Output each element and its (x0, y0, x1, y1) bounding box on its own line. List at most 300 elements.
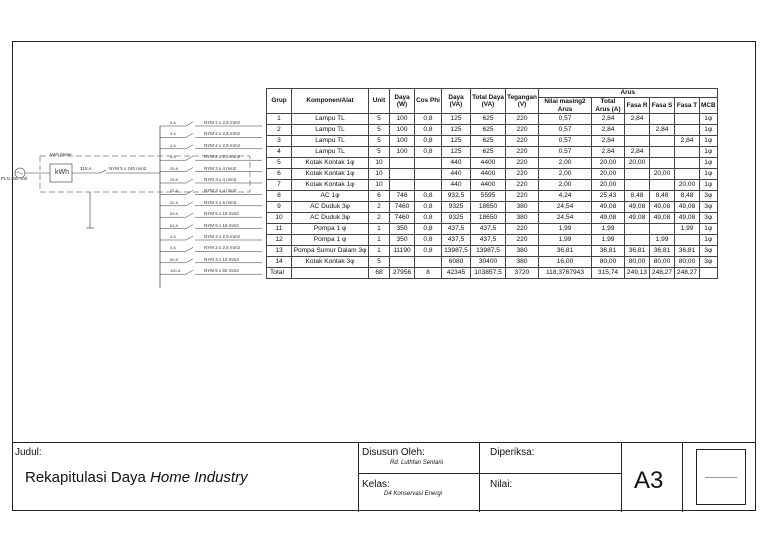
nilai-label: Nilai: (490, 479, 513, 490)
cell-mcb: 3φ (700, 202, 718, 213)
breaker-symbol (186, 168, 193, 172)
branch-rating: 4 A (170, 245, 176, 251)
cell-mcb: 1φ (700, 114, 718, 125)
breaker-symbol (186, 270, 193, 274)
kwh-label: kWh (55, 169, 69, 176)
cell-grup: 10 (267, 213, 292, 224)
cell-grup: 7 (267, 180, 292, 191)
cell-daya-va: 437,5 (442, 224, 471, 235)
cell-cos-phi: 0,8 (415, 235, 442, 246)
cell-tegangan: 380 (506, 246, 539, 257)
cell-daya-va: 9325 (442, 213, 471, 224)
cell-total-arus: 25,43 (592, 191, 625, 202)
cell-daya-va: 437,5 (442, 235, 471, 246)
total-cell-komponen (292, 268, 369, 279)
cell-mcb: 3φ (700, 246, 718, 257)
cell-fasa-r (625, 224, 650, 235)
cell-fasa-r: 2,84 (625, 147, 650, 158)
cell-fasa-t: 20,00 (675, 180, 700, 191)
cell-komponen: Kotak Kontak 3φ (292, 257, 369, 268)
cell-total-arus: 2,84 (592, 136, 625, 147)
cell-daya-w (390, 180, 415, 191)
cell-total-arus: 2,84 (592, 147, 625, 158)
cell-cos-phi: 0,8 (415, 114, 442, 125)
cell-tegangan: 380 (506, 257, 539, 268)
branch-rating: 25 A (170, 188, 179, 194)
disusun-name: Rd. Luthfan Sentani (390, 460, 444, 466)
cell-fasa-s (650, 136, 675, 147)
cell-grup: 5 (267, 158, 292, 169)
cell-daya-w: 746 (390, 191, 415, 202)
cell-cos-phi (415, 257, 442, 268)
header-tegangan: Tegangan (V) (506, 89, 539, 114)
cell-unit: 1 (369, 235, 390, 246)
branch-rating: 4 A (170, 154, 176, 160)
divider-1 (358, 443, 359, 512)
cell-unit: 10 (369, 169, 390, 180)
cell-komponen: Lampu TL (292, 147, 369, 158)
header-nilai-masing: Nilai masing2 Arus (539, 98, 592, 114)
table-row (267, 235, 718, 246)
cell-grup: 11 (267, 224, 292, 235)
breaker-symbol (186, 202, 193, 206)
cell-tegangan: 220 (506, 224, 539, 235)
header-mcb: MCB (700, 98, 718, 114)
cell-fasa-s: 1,99 (650, 235, 675, 246)
cell-daya-va: 440 (442, 180, 471, 191)
cell-unit: 2 (369, 202, 390, 213)
cell-grup: 3 (267, 136, 292, 147)
cell-total-daya: 437,5 (471, 224, 506, 235)
cell-total-daya: 625 (471, 114, 506, 125)
table-row (267, 158, 718, 169)
table-row (267, 169, 718, 180)
cell-unit: 2 (369, 213, 390, 224)
branch-rating: 25 A (170, 165, 179, 171)
cell-unit: 5 (369, 136, 390, 147)
cell-fasa-r: 8,48 (625, 191, 650, 202)
cell-total-arus: 49,08 (592, 213, 625, 224)
table-row (267, 136, 718, 147)
table-row (267, 125, 718, 136)
cell-fasa-t: 36,81 (675, 246, 700, 257)
cell-total-arus: 2,84 (592, 114, 625, 125)
total-cell-daya-va: 42345 (442, 268, 471, 279)
cell-total-arus: 20,00 (592, 180, 625, 191)
cell-fasa-r (625, 125, 650, 136)
cell-cos-phi: 0,8 (415, 213, 442, 224)
cell-total-arus: 1,99 (592, 224, 625, 235)
kwh-meter-label: kWh Meter (50, 152, 72, 157)
cell-grup: 8 (267, 191, 292, 202)
cell-tegangan: 380 (506, 202, 539, 213)
main-cable-label: NYM 5 x 240 mm2 (109, 166, 147, 171)
branch-cable: NYM 3 x 4 mm2 (204, 177, 237, 182)
sheet-size: A3 (634, 467, 664, 494)
cell-tegangan: 220 (506, 136, 539, 147)
breaker-symbol (186, 225, 193, 229)
divider-h (358, 473, 621, 474)
cell-fasa-t (675, 169, 700, 180)
header-total-daya: Total Daya (VA) (471, 89, 506, 114)
cell-fasa-r: 80,00 (625, 257, 650, 268)
cell-daya-w: 100 (390, 125, 415, 136)
diperiksa-label: Diperiksa: (490, 447, 535, 458)
cell-fasa-s: 36,81 (650, 246, 675, 257)
table-row (267, 147, 718, 158)
cell-fasa-r (625, 169, 650, 180)
cell-total-arus: 20,00 (592, 169, 625, 180)
total-cell-nilai-masing: 118,3767943 (539, 268, 592, 279)
cell-unit: 5 (369, 147, 390, 158)
branch-cable: NYM 5 x 16 mm2 (204, 211, 239, 217)
cell-daya-va: 125 (442, 114, 471, 125)
cell-grup: 1 (267, 114, 292, 125)
cell-total-daya: 18650 (471, 213, 506, 224)
cell-komponen: Lampu TL (292, 136, 369, 147)
cell-tegangan: 220 (506, 169, 539, 180)
cell-fasa-r (625, 136, 650, 147)
cell-total-daya: 5595 (471, 191, 506, 202)
cell-daya-w (390, 257, 415, 268)
cell-fasa-r: 36,81 (625, 246, 650, 257)
cell-fasa-t: 49,08 (675, 202, 700, 213)
cell-mcb: 1φ (700, 158, 718, 169)
cell-total-arus: 36,81 (592, 246, 625, 257)
cell-mcb: 3φ (700, 257, 718, 268)
cell-tegangan: 220 (506, 235, 539, 246)
cell-nilai-masing: 24,54 (539, 202, 592, 213)
main-breaker-label: 315 A (80, 166, 92, 171)
total-cell-mcb (700, 268, 718, 279)
branch-cable: NYM 2 x 2,5 mm2 (204, 120, 241, 125)
branch-cable: NYM 3 x 10 mm2 (204, 256, 239, 262)
branch-rating: 4 A (170, 234, 176, 239)
breaker-symbol (186, 259, 193, 263)
cell-unit: 5 (369, 114, 390, 125)
cell-fasa-r: 2,84 (625, 114, 650, 125)
single-line-diagram (0, 110, 265, 300)
total-cell-fasa-r: 249,13 (625, 268, 650, 279)
cell-cos-phi (415, 158, 442, 169)
cell-daya-va: 440 (442, 158, 471, 169)
cell-nilai-masing: 0,57 (539, 136, 592, 147)
header-fasa-t: Fasa T (675, 98, 700, 114)
cell-fasa-r (625, 180, 650, 191)
branch-rating: 4 A (170, 120, 176, 125)
cell-komponen: Kotak Kontak 1φ (292, 158, 369, 169)
branch-cable: NYM 2 x 2,5 mm2 (204, 131, 241, 137)
breaker-symbol (186, 213, 193, 217)
cell-daya-va: 6080 (442, 257, 471, 268)
total-cell-grup: Total (267, 268, 292, 279)
cell-cos-phi: 0,8 (415, 147, 442, 158)
title-block (12, 442, 756, 512)
cell-fasa-s (650, 147, 675, 158)
logo-box (696, 449, 746, 505)
cell-total-arus: 2,84 (592, 125, 625, 136)
cell-fasa-t: 49,08 (675, 213, 700, 224)
branch-rating: 4 A (170, 142, 176, 148)
cell-fasa-s: 80,00 (650, 257, 675, 268)
table-row (267, 202, 718, 213)
load-table (266, 88, 718, 279)
cell-tegangan: 220 (506, 147, 539, 158)
cell-mcb: 1φ (700, 136, 718, 147)
cell-total-daya: 625 (471, 136, 506, 147)
branch-rating: 63 A (170, 222, 179, 228)
branch-cable: NYM 3 x 2,5 mm2 (204, 234, 241, 239)
branch-cable: NYM 2 x 2,5 mm2 (204, 154, 241, 160)
branch-rating: 4 A (170, 131, 176, 137)
branch-cable: NYM 5 x 16 mm2 (204, 222, 239, 228)
cell-tegangan: 220 (506, 191, 539, 202)
kelas-label: Kelas: (362, 479, 390, 490)
cell-total-daya: 437,5 (471, 235, 506, 246)
cell-total-daya: 4400 (471, 169, 506, 180)
cell-nilai-masing: 24,54 (539, 213, 592, 224)
cell-mcb: 3φ (700, 213, 718, 224)
cell-komponen: Lampu TL (292, 125, 369, 136)
divider-2 (479, 443, 480, 512)
total-row (267, 268, 718, 279)
cell-daya-va: 13987,5 (442, 246, 471, 257)
cell-fasa-t: 80,00 (675, 257, 700, 268)
cell-fasa-s: 8,48 (650, 191, 675, 202)
table-row (267, 246, 718, 257)
cell-daya-va: 440 (442, 169, 471, 180)
cell-total-daya: 625 (471, 147, 506, 158)
cell-daya-w (390, 169, 415, 180)
cell-total-arus: 20,00 (592, 158, 625, 169)
cell-daya-w: 11190 (390, 246, 415, 257)
cell-fasa-t: 8,48 (675, 191, 700, 202)
total-cell-tegangan: 3720 (506, 268, 539, 279)
cell-fasa-s: 49,08 (650, 202, 675, 213)
cell-komponen: Kotak Kontak 1φ (292, 180, 369, 191)
cell-cos-phi (415, 180, 442, 191)
table-row (267, 257, 718, 268)
total-cell-unit: 68 (369, 268, 390, 279)
cell-daya-va: 932,5 (442, 191, 471, 202)
header-cos-phi: Cos Phi (415, 89, 442, 114)
header-daya-w: Daya (W) (390, 89, 415, 114)
cell-total-daya: 625 (471, 125, 506, 136)
disusun-label: Disusun Oleh: (362, 447, 425, 458)
table-row (267, 180, 718, 191)
cell-grup: 4 (267, 147, 292, 158)
cell-daya-w: 100 (390, 147, 415, 158)
cell-unit: 6 (369, 191, 390, 202)
cell-daya-va: 9325 (442, 202, 471, 213)
cell-fasa-s (650, 114, 675, 125)
header-fasa-r: Fasa R (625, 98, 650, 114)
cell-fasa-s (650, 224, 675, 235)
header-unit: Unit (369, 89, 390, 114)
cell-daya-va: 125 (442, 147, 471, 158)
branch-cable: NYM 2 x 2,5 mm2 (204, 142, 241, 148)
cell-total-daya: 13987,5 (471, 246, 506, 257)
cell-grup: 12 (267, 235, 292, 246)
title-prefix: Rekapitulasi Daya (25, 469, 151, 486)
cell-unit: 1 (369, 224, 390, 235)
cell-komponen: Kotak Kontak 1φ (292, 169, 369, 180)
cell-total-daya: 18650 (471, 202, 506, 213)
total-cell-total-arus: 315,74 (592, 268, 625, 279)
cell-mcb: 1φ (700, 224, 718, 235)
cell-fasa-t: 2,84 (675, 136, 700, 147)
cell-fasa-t: 1,99 (675, 224, 700, 235)
cell-total-daya: 30400 (471, 257, 506, 268)
logo-line (705, 477, 737, 478)
branch-cable: NYM 5 x 50 mm2 (204, 268, 239, 274)
cell-komponen: AC Duduk 3φ (292, 213, 369, 224)
pln-label: PLN 380 Volt (1, 176, 28, 181)
cell-nilai-masing: 1,99 (539, 224, 592, 235)
cell-komponen: AC 1φ (292, 191, 369, 202)
drawing-title (25, 469, 248, 486)
cell-unit: 1 (369, 246, 390, 257)
cell-daya-w: 100 (390, 114, 415, 125)
cell-daya-w: 7460 (390, 213, 415, 224)
cell-daya-va: 125 (442, 125, 471, 136)
breaker-symbol (186, 247, 193, 251)
cell-mcb: 1φ (700, 169, 718, 180)
cell-nilai-masing: 4,24 (539, 191, 592, 202)
cell-grup: 2 (267, 125, 292, 136)
cell-nilai-masing: 0,57 (539, 114, 592, 125)
breaker-symbol (186, 190, 193, 194)
branch-cable: NYM 3 x 4 mm2 (204, 165, 237, 171)
header-grup: Grup (267, 89, 292, 114)
cell-grup: 14 (267, 257, 292, 268)
cell-komponen: AC Duduk 3φ (292, 202, 369, 213)
cell-fasa-s (650, 158, 675, 169)
cell-fasa-s: 20,00 (650, 169, 675, 180)
cell-grup: 6 (267, 169, 292, 180)
cell-tegangan: 220 (506, 158, 539, 169)
cell-cos-phi: 0,8 (415, 191, 442, 202)
cell-total-arus: 1,99 (592, 235, 625, 246)
cell-nilai-masing: 1,99 (539, 235, 592, 246)
cell-total-arus: 49,08 (592, 202, 625, 213)
branch-rating: 32 A (170, 199, 179, 205)
cell-cos-phi: 0,8 (415, 125, 442, 136)
header-total-arus: Total Arus (A) (592, 98, 625, 114)
header-arus: Arus (539, 89, 718, 98)
cell-fasa-t (675, 147, 700, 158)
cell-tegangan: 380 (506, 213, 539, 224)
cell-nilai-masing: 36,81 (539, 246, 592, 257)
cell-cos-phi: 0,8 (415, 246, 442, 257)
branch-cable: NYM 3 x 6 mm2 (204, 199, 237, 205)
cell-nilai-masing: 2,00 (539, 180, 592, 191)
branch-rating: 25 A (170, 177, 179, 182)
cell-unit: 5 (369, 125, 390, 136)
table-row (267, 224, 718, 235)
cell-tegangan: 220 (506, 180, 539, 191)
cell-fasa-r: 49,08 (625, 202, 650, 213)
cell-fasa-t (675, 158, 700, 169)
cell-total-daya: 4400 (471, 158, 506, 169)
cell-fasa-s (650, 180, 675, 191)
cell-komponen: Pompa 1 φ (292, 224, 369, 235)
cell-nilai-masing: 2,00 (539, 169, 592, 180)
cell-nilai-masing: 0,57 (539, 125, 592, 136)
cell-mcb: 1φ (700, 235, 718, 246)
total-cell-daya-w: 27956 (390, 268, 415, 279)
cell-daya-w (390, 158, 415, 169)
cell-mcb: 1φ (700, 125, 718, 136)
cell-daya-w: 100 (390, 136, 415, 147)
cell-unit: 10 (369, 158, 390, 169)
cell-nilai-masing: 16,00 (539, 257, 592, 268)
breaker-symbol (186, 156, 193, 160)
table-row (267, 191, 718, 202)
cell-unit: 10 (369, 180, 390, 191)
title-italic: Home Industry (150, 469, 248, 486)
cell-nilai-masing: 2,00 (539, 158, 592, 169)
total-cell-total-daya: 103857,5 (471, 268, 506, 279)
cell-mcb: 1φ (700, 180, 718, 191)
cell-tegangan: 220 (506, 125, 539, 136)
branch-cable: NYM 3 x 4 mm2 (204, 188, 237, 194)
cell-cos-phi: 0,8 (415, 224, 442, 235)
table-row (267, 213, 718, 224)
cell-komponen: Pompa 1 φ (292, 235, 369, 246)
table-row (267, 114, 718, 125)
cell-daya-va: 125 (442, 136, 471, 147)
cell-fasa-r: 49,08 (625, 213, 650, 224)
cell-grup: 9 (267, 202, 292, 213)
breaker-symbol (186, 133, 193, 137)
cell-cos-phi: 0,8 (415, 202, 442, 213)
divider-4 (682, 443, 683, 512)
cell-cos-phi: 0,8 (415, 136, 442, 147)
branch-rating: 63 A (170, 211, 179, 217)
breaker-symbol (186, 145, 193, 149)
cell-fasa-s: 49,08 (650, 213, 675, 224)
branch-rating: 50 A (170, 256, 179, 262)
cell-daya-w: 350 (390, 224, 415, 235)
cell-fasa-t (675, 114, 700, 125)
cell-komponen: Pompa Sumur Dalam 3φ (292, 246, 369, 257)
kelas-value: D4 Konservasi Energi (384, 491, 443, 497)
cell-total-daya: 4400 (471, 180, 506, 191)
cell-komponen: Lampu TL (292, 114, 369, 125)
cell-fasa-r (625, 235, 650, 246)
total-cell-fasa-t: 248,27 (675, 268, 700, 279)
cell-tegangan: 220 (506, 114, 539, 125)
breaker-symbol (186, 122, 193, 126)
header-fasa-s: Fasa S (650, 98, 675, 114)
cell-fasa-r: 20,00 (625, 158, 650, 169)
branch-cable: NYM 3 x 2,5 mm2 (204, 245, 241, 251)
cell-mcb: 3φ (700, 191, 718, 202)
total-cell-fasa-s: 248,27 (650, 268, 675, 279)
header-daya-va: Daya (VA) (442, 89, 471, 114)
breaker-symbol (186, 236, 193, 240)
cell-mcb: 1φ (700, 147, 718, 158)
total-cell-cos-phi: 8 (415, 268, 442, 279)
cell-fasa-t (675, 125, 700, 136)
branch-rating: 100 A (170, 268, 181, 274)
cell-fasa-t (675, 235, 700, 246)
cell-daya-w: 7460 (390, 202, 415, 213)
header-komponen: Komponen/Alat (292, 89, 369, 114)
breaker-symbol (186, 179, 193, 183)
cell-daya-w: 350 (390, 235, 415, 246)
